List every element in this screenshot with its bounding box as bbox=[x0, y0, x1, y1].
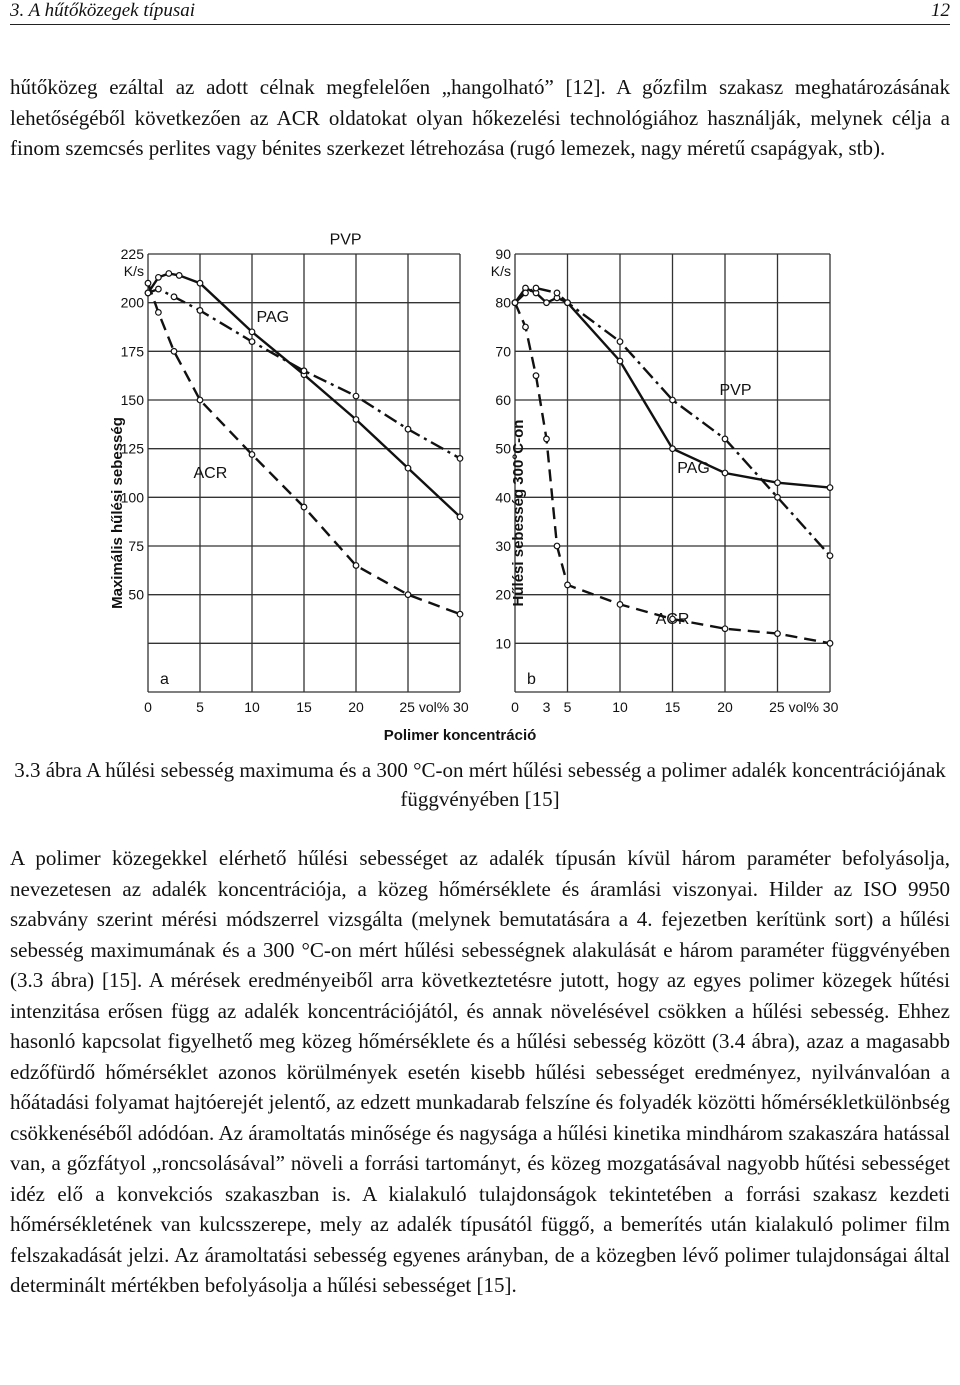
series-label: PAG bbox=[256, 309, 290, 327]
data-point bbox=[171, 349, 177, 355]
data-point bbox=[301, 504, 307, 510]
y-tick-label: 225 bbox=[120, 246, 144, 262]
y-tick-label: 50 bbox=[495, 440, 511, 457]
page-number: 12 bbox=[931, 0, 950, 21]
x-tick-label: 10 bbox=[612, 699, 628, 715]
x-tick-label: 10 bbox=[244, 699, 260, 715]
data-point bbox=[249, 329, 255, 335]
data-point bbox=[405, 592, 411, 598]
data-point bbox=[617, 339, 623, 345]
data-point bbox=[301, 368, 307, 374]
y-unit-label: K/s bbox=[490, 263, 511, 279]
figure-3-3 bbox=[110, 232, 840, 752]
y-axis-title: Maximális hűlési sebesség bbox=[110, 417, 126, 609]
chart-panel-a bbox=[110, 232, 469, 715]
data-point bbox=[249, 339, 255, 345]
y-tick-label: 150 bbox=[120, 392, 144, 408]
data-point bbox=[197, 397, 203, 403]
x-tick-label: 5 bbox=[196, 699, 204, 715]
data-point bbox=[353, 393, 359, 399]
series-label: ACR bbox=[655, 610, 690, 628]
data-point bbox=[533, 285, 539, 291]
data-point bbox=[670, 397, 676, 403]
data-point bbox=[145, 280, 151, 286]
data-point bbox=[544, 436, 550, 442]
data-point bbox=[156, 286, 162, 292]
x-tick-label: 15 bbox=[296, 699, 312, 715]
data-point bbox=[171, 294, 177, 300]
data-point bbox=[457, 514, 463, 520]
y-tick-label: 100 bbox=[120, 489, 144, 506]
data-point bbox=[353, 417, 359, 423]
chapter-title: 3. A hűtőközegek típusai bbox=[10, 0, 196, 21]
y-tick-label: 50 bbox=[128, 586, 144, 603]
y-tick-label: 200 bbox=[120, 294, 144, 311]
header-divider bbox=[10, 24, 950, 25]
series-label: ACR bbox=[193, 464, 228, 482]
x-tick-label: 0 bbox=[511, 699, 519, 715]
data-point bbox=[512, 300, 518, 306]
y-tick-label: 10 bbox=[495, 635, 511, 652]
x-tick-label: 3 bbox=[542, 699, 551, 715]
y-tick-label: 175 bbox=[120, 343, 144, 360]
data-point bbox=[405, 465, 411, 471]
x-tick-label: 5 bbox=[563, 699, 572, 715]
x-tick-label: 0 bbox=[144, 699, 152, 715]
data-point bbox=[457, 456, 463, 462]
x-tick-label: 20 bbox=[717, 699, 733, 715]
data-point bbox=[554, 543, 560, 549]
figure-caption: 3.3 ábra A hűlési sebesség maximuma és a 300 °C-on mért hűlési sebesség a polimer adalék koncentrációjának függvényében [15] bbox=[14, 758, 946, 811]
data-point bbox=[523, 324, 529, 330]
x-tick-label: 25 vol% 30 bbox=[399, 699, 469, 715]
y-tick-label: 80 bbox=[495, 294, 511, 311]
data-point bbox=[827, 485, 833, 491]
y-unit-label: K/s bbox=[123, 263, 144, 279]
paragraph-body: A polimer közegekkel elérhető hűlési sebességet az adalék típusán kívül három paraméter befolyásolja, nevezetesen az adalék koncentrációja, a közeg hőmérséklete és áramlási viszonyai. Hilder az ISO 9950 szabvány szerint mérési módszerrel vizsgálta (melynek bemutatására a 4. fejezetben kerítünk sort) a hűlési sebesség maximumának és a 300 °C-on mért hűlési sebességnek alakulását e három paraméter függvényében (3.3 ábra) [15]. A mérések eredményeiből arra következtetésre jutott, hogy az egyes polimer közegek hűtési intenzitása erősen függ az adalék koncentrációjától, és annak növelésével csökken a hűlési sebesség. Ehhez hasonló kapcsolat figyelhető meg közeg hőmérséklete és a hűlési sebesség között (3.4 ábra), azaz a magasabb edzőfürdő hőmérséklet azonos körülmények esetén kisebb hűlési sebességet eredményez, nyilvánvalóan a hőátadási folyamat hajtóerejét jelentő, az edzett munkadarab felszíne és folyadék közötti hőmérsékletkülönbség csökkenéséből adódóan. Az áramoltatás minősége és nagysága a hűlési kinetika mindhárom szakaszára hatással van, a gőzfátyol „roncsolásával” növeli a forrási tartományt, és közeg mozgatásával nagyobb hűtési sebességet idéz elő a konvekciós szakaszban is. A kialakuló tulajdonságok tekintetében a forrási szakasz kezdeti hőmérsékletének van kulcsszerepe, mely az adalék típusától függő, a bemerítés után kialakuló polimer film felszakadását jelzi. Az áramoltatási sebesség egyenes arányban, de a közegben lévő polimer tulajdonságai által determinált mértékben befolyásolja a hűlési sebességet [15]. bbox=[10, 846, 950, 1297]
data-point bbox=[722, 436, 728, 442]
data-point bbox=[197, 308, 203, 314]
data-point bbox=[565, 582, 571, 588]
series-label: PVP bbox=[719, 382, 752, 400]
y-tick-label: 20 bbox=[495, 586, 511, 603]
series-label: PAG bbox=[677, 460, 710, 477]
data-point bbox=[617, 358, 623, 364]
data-point bbox=[166, 271, 172, 277]
x-tick-label: 25 vol% 30 bbox=[769, 699, 839, 715]
data-point bbox=[353, 563, 359, 569]
y-tick-label: 40 bbox=[495, 489, 511, 506]
data-point bbox=[554, 290, 560, 296]
y-tick-label: 60 bbox=[495, 392, 511, 408]
data-point bbox=[523, 290, 529, 296]
running-header bbox=[10, 0, 950, 22]
x-tick-label: 15 bbox=[664, 699, 681, 715]
data-point bbox=[156, 310, 162, 316]
data-point bbox=[405, 426, 411, 432]
y-tick-label: 30 bbox=[495, 538, 511, 554]
data-point bbox=[722, 626, 728, 632]
data-point bbox=[827, 553, 833, 559]
paragraph-intro: hűtőközeg ezáltal az adott célnak megfelelően „hangolható” [12]. A gőzfilm szakasz meghatározásának lehetőségéből következően az ACR oldatokat olyan hőkezelési technológiához használják, melynek célja a finom szemcsés perlites vagy bénites szerkezet létrehozása (rugó lemezek, nagy méretű csapágyak, stb). bbox=[10, 75, 950, 160]
data-point bbox=[565, 300, 571, 306]
data-point bbox=[533, 373, 539, 379]
data-point bbox=[176, 273, 182, 279]
data-point bbox=[775, 631, 781, 637]
data-point bbox=[457, 611, 463, 617]
data-point bbox=[617, 602, 623, 608]
data-point bbox=[722, 470, 728, 476]
panel-label: a bbox=[160, 671, 169, 688]
data-point bbox=[775, 495, 781, 501]
data-point bbox=[775, 480, 781, 486]
data-point bbox=[670, 446, 676, 452]
chart-panel-b bbox=[491, 246, 839, 715]
x-tick-label: 20 bbox=[348, 699, 364, 715]
figure-charts bbox=[110, 232, 840, 752]
data-point bbox=[249, 452, 255, 458]
y-tick-label: 70 bbox=[495, 343, 511, 360]
data-point bbox=[156, 275, 162, 281]
y-axis-title: Hűlési sebesség 300°C-on bbox=[510, 419, 527, 607]
y-tick-label: 75 bbox=[128, 538, 144, 554]
data-point bbox=[197, 280, 203, 286]
data-point bbox=[827, 641, 833, 647]
y-tick-label: 125 bbox=[120, 440, 144, 457]
shared-x-axis-label: Polimer koncentráció bbox=[383, 727, 537, 744]
data-point bbox=[544, 300, 550, 306]
series-label: PVP bbox=[329, 232, 362, 249]
panel-label: b bbox=[527, 671, 536, 688]
y-tick-label: 90 bbox=[495, 246, 511, 262]
